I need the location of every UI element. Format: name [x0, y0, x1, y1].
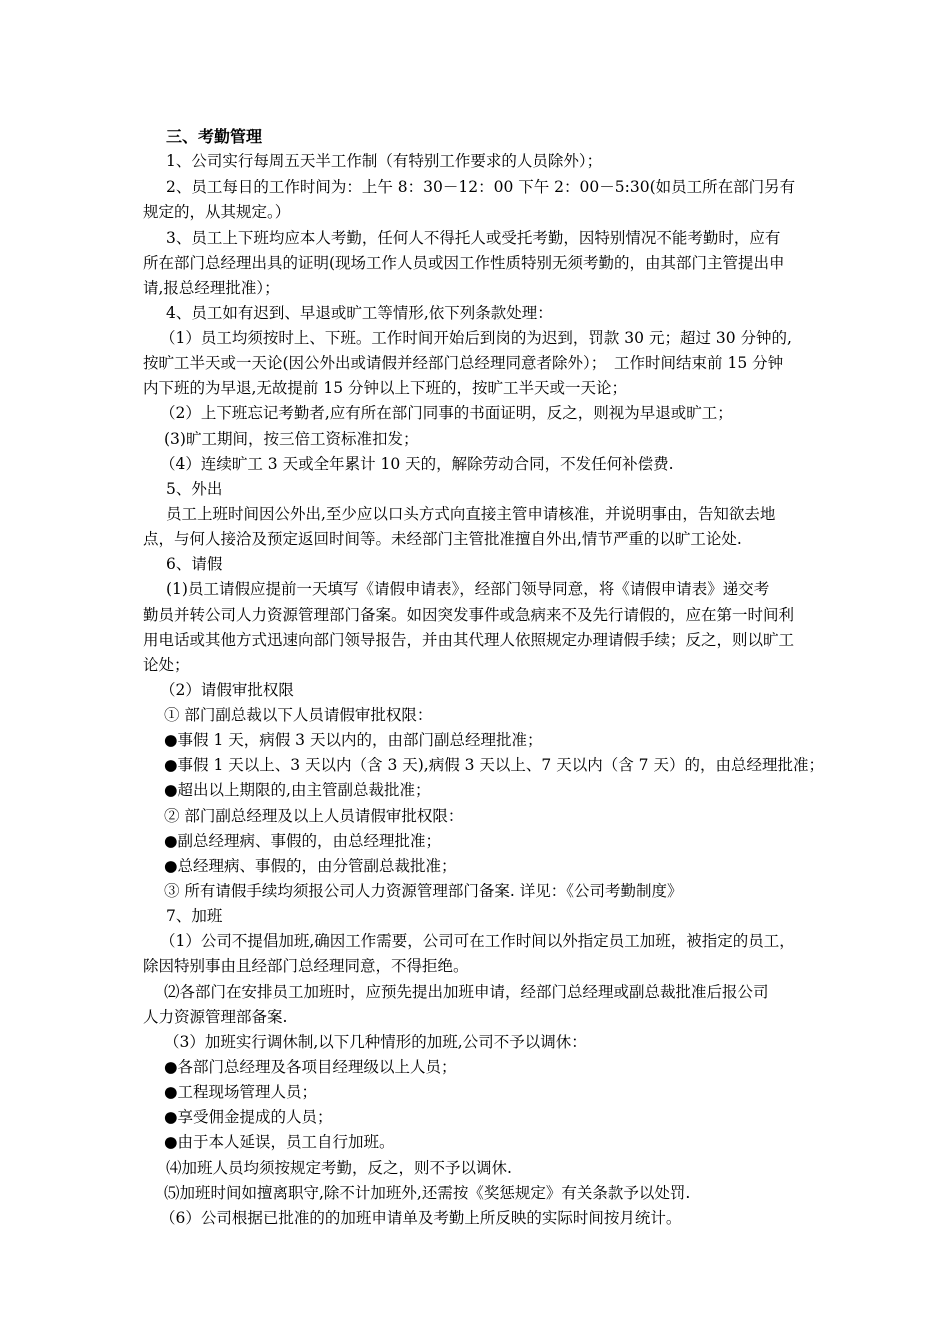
text-line: ●事假 1 天以上、3 天以内（含 3 天),病假 3 天以上、7 天以内（含 7 天）的，由总经理批准；: [164, 756, 824, 774]
text-line: 请,报总经理批准）；: [143, 279, 280, 297]
text-line: ③ 所有请假手续均须报公司人力资源管理部门备案. 详见：《公司考勤制度》: [164, 882, 683, 900]
text-line: ② 部门副总经理及以上人员请假审批权限：: [164, 807, 464, 825]
text-line: （4）连续旷工 3 天或全年累计 10 天的，解除劳动合同，不发任何补偿费.: [160, 455, 674, 473]
text-line: ●由于本人延误，员工自行加班。: [164, 1133, 395, 1151]
text-line: 内下班的为早退,无故提前 15 分钟以上下班的，按旷工半天或一天论；: [143, 379, 628, 397]
text-line: 7、加班: [166, 907, 223, 925]
text-line: （2）请假审批权限: [160, 681, 294, 699]
text-line: 除因特别事由且经部门总经理同意，不得拒绝。: [143, 957, 469, 975]
text-line: 2、员工每日的工作时间为：上午 8：30－12：00 下午 2：00－5:30(如员工所在部门另有: [166, 178, 796, 196]
text-line: （6）公司根据已批准的的加班申请单及考勤上所反映的实际时间按月统计。: [160, 1209, 682, 1227]
text-line: ●各部门总经理及各项目经理级以上人员；: [164, 1058, 457, 1076]
text-line: （3）加班实行调休制,以下几种情形的加班,公司不予以调休：: [164, 1033, 587, 1051]
text-line: ●超出以上期限的,由主管副总裁批准；: [164, 781, 431, 799]
text-line: （1）公司不提倡加班,确因工作需要，公司可在工作时间以外指定员工加班，被指定的员工，: [160, 932, 795, 950]
text-line: ① 部门副总裁以下人员请假审批权限：: [164, 706, 433, 724]
text-line: ⑸加班时间如擅离职守,除不计加班外,还需按《奖惩规定》有关条款予以处罚.: [164, 1184, 691, 1202]
text-line: 按旷工半天或一天论(因公外出或请假并经部门总经理同意者除外）； 工作时间结束前 15 分钟: [143, 354, 784, 372]
text-line: ⑷加班人员均须按规定考勤，反之，则不予以调休.: [166, 1159, 512, 1177]
text-line: 用电话或其他方式迅速向部门领导报告，并由其代理人依照规定办理请假手续；反之，则以旷工: [143, 631, 795, 649]
text-line: ●总经理病、事假的，由分管副总裁批准；: [164, 857, 457, 875]
text-line: 论处；: [143, 656, 190, 674]
text-line: ●享受佣金提成的人员；: [164, 1108, 333, 1126]
text-line: (1)员工请假应提前一天填写《请假申请表》，经部门领导同意，将《请假申请表》递交考: [166, 580, 770, 598]
text-line: ●副总经理病、事假的，由总经理批准；: [164, 832, 442, 850]
text-line: 所在部门总经理出具的证明(现场工作人员或因工作性质特别无须考勤的，由其部门主管提出申: [143, 254, 785, 272]
text-line: 6、请假: [166, 555, 223, 573]
text-line: ●工程现场管理人员；: [164, 1083, 318, 1101]
text-line: 员工上班时间因公外出,至少应以口头方式向直接主管申请核准，并说明事由，告知欲去地: [166, 505, 776, 523]
section-heading: 三、考勤管理: [166, 127, 263, 146]
text-line: (3)旷工期间，按三倍工资标准扣发；: [164, 430, 419, 448]
text-line: （1）员工均须按时上、下班。工作时间开始后到岗的为迟到，罚款 30 元；超过 30 分钟的,: [160, 329, 792, 347]
text-line: 1、公司实行每周五天半工作制（有特别工作要求的人员除外）；: [166, 152, 603, 170]
text-line: 勤员并转公司人力资源管理部门备案。如因突发事件或急病来不及先行请假的，应在第一时间利: [143, 606, 795, 624]
text-line: ⑵各部门在安排员工加班时，应预先提出加班申请，经部门总经理或副总裁批准后报公司: [164, 983, 769, 1001]
text-line: 5、外出: [166, 480, 223, 498]
text-line: 3、员工上下班均应本人考勤，任何人不得托人或受托考勤，因特别情况不能考勤时，应有: [166, 229, 781, 247]
text-line: ●事假 1 天，病假 3 天以内的，由部门副总经理批准；: [164, 731, 543, 749]
text-line: （2）上下班忘记考勤者,应有所在部门同事的书面证明，反之，则视为早退或旷工；: [160, 404, 733, 422]
text-line: 人力资源管理部备案.: [143, 1008, 288, 1026]
text-line: 规定的，从其规定。）: [143, 203, 291, 221]
text-line: 点，与何人接洽及预定返回时间等。未经部门主管批准擅自外出,情节严重的以旷工论处.: [143, 530, 742, 548]
text-line: 4、员工如有迟到、早退或旷工等情形,依下列条款处理：: [166, 304, 553, 322]
